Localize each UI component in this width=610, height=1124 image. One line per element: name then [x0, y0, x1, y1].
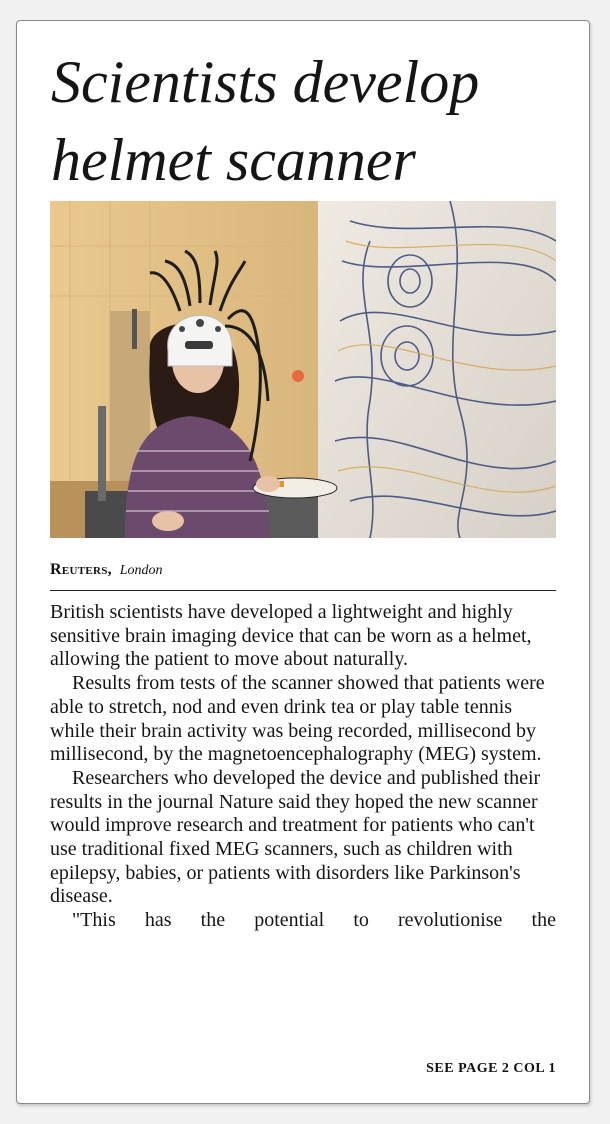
continuation-link[interactable]: SEE PAGE 2 COL 1 [426, 1061, 556, 1076]
dateline-place: London [119, 563, 163, 578]
article-photo [50, 201, 556, 538]
dateline-agency: Reuters, [50, 561, 112, 578]
article-body [50, 601, 556, 933]
paragraph: "This has the potential to revolutionise the [72, 909, 556, 932]
headline: Scientists develop helmet scanner [51, 49, 480, 193]
photo-illustration [50, 201, 556, 538]
newspaper-clipping [16, 20, 590, 1104]
paragraph: Researchers who developed the device and published their results in the journal Nature said they hoped the new scanner would improve research and treatment for patients who can't use traditional fixed MEG scanners, such as children with epilepsy, babies, or patients with disorders like Parkinson's disease. [50, 766, 541, 908]
dateline [50, 561, 556, 591]
paragraph: Results from tests of the scanner showed that patients were able to stretch, nod and even drink tea or play table tennis while their brain activity was being recorded, millisecond by millisecond, by the magnetoencephalography (MEG) system. [50, 672, 545, 766]
paragraph: British scientists have developed a lightweight and highly sensitive brain imaging device that can be worn as a helmet, allowing the patient to move about naturally. [50, 601, 532, 671]
